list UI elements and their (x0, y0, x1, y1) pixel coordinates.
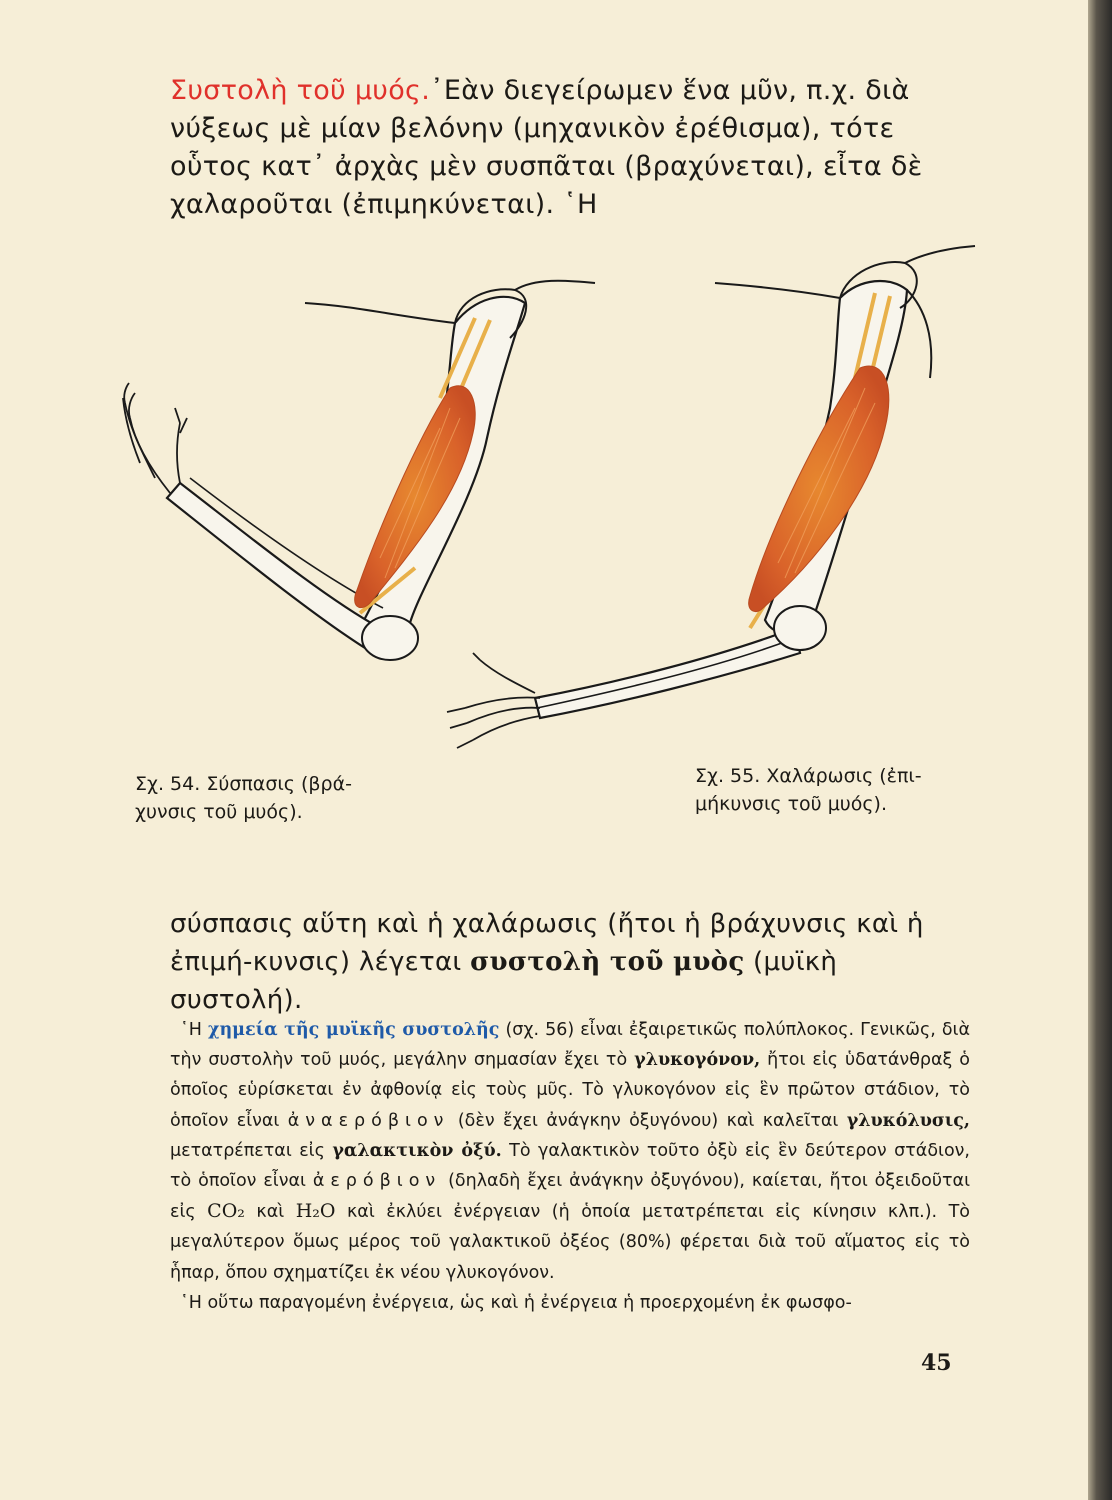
figure-54-contracted-arm (123, 281, 595, 660)
hand-bones-55 (447, 653, 540, 748)
aerobic-term: ἀερόβιον (312, 1171, 442, 1192)
text-run: καὶ ἐκλύει ἐνέργειαν (ἡ ὁποία μετατρέπεται εἰς κίνησιν κλπ.). Τὸ μεγαλύτερον ὅμως μέρος τοῦ γαλακτικοῦ ὀξέος (80%) φέρεται διὰ τοῦ αἵματος εἰς τὸ ἧπαρ, ὅπου σχηματίζει ἐκ νέου γλυκογόνον. (170, 1202, 970, 1283)
definition-term: συστολὴ τοῦ μυὸς (470, 947, 745, 977)
definition-paragraph (170, 905, 970, 1019)
section-heading: Συστολὴ τοῦ μυός. (170, 75, 431, 106)
text-run: ἤτοι εἰς ὑδατάνθραξ ὁ ὁποῖος εὑρίσκεται ἐν ἀφθονίᾳ εἰς τοὺς μῦς. Τὸ γλυκογόνον εἰς ἓν πρῶτον στάδιον, τὸ ὁποῖον εἶναι (170, 1050, 970, 1131)
elbow-joint-54 (362, 616, 418, 660)
anaerobic-term: ἀναερόβιον (287, 1110, 450, 1131)
caption-figure-55 (695, 762, 975, 818)
figure-55-relaxed-arm (447, 246, 975, 748)
text-run: ῾Η (180, 1020, 208, 1040)
forearm-bones-54 (167, 483, 380, 648)
co2-formula: CO₂ (207, 1200, 245, 1223)
caption-54-line-2: χυνσις τοῦ μυός). (135, 801, 303, 823)
text-run: (δὲν ἔχει ἀνάγκην ὀξυγόνου) καὶ καλεῖται (449, 1110, 847, 1131)
glycogen-term: γλυκογόνον, (634, 1050, 761, 1071)
text-run: μετατρέπεται εἰς (170, 1140, 333, 1161)
h2o-formula: H₂O (295, 1200, 336, 1223)
text-run: (σχ. 56) εἶναι ἐξαιρετικῶς πολύπλοκος. Γενικῶς, διὰ τὴν συστολὴν τοῦ μυός, μεγάλην σημασίαν ἔχει τὸ (170, 1020, 970, 1071)
chemistry-paragraph (170, 1015, 970, 1288)
caption-figure-54 (135, 770, 405, 826)
definition-text-1: σύσπασις αὕτη καὶ ἡ χαλάρωσις (ἤτοι ἡ βράχυνσις καὶ ἡ ἐπιμή-κυνσις) λέγεται (170, 909, 924, 977)
clavicle-54 (305, 303, 455, 323)
intro-paragraph (170, 72, 970, 224)
energy-paragraph: ῾Η οὕτω παραγομένη ἐνέργεια, ὡς καὶ ἡ ἐνέργεια ἡ προερχομένη ἐκ φωσφο- (180, 1292, 852, 1313)
elbow-joint-55 (774, 606, 826, 650)
hand-bones-54 (123, 383, 187, 493)
caption-54-line-1: Σχ. 54. Σύσπασις (βρά- (135, 773, 352, 795)
book-spine-shadow (1088, 0, 1112, 1500)
text-run: Τὸ γαλακτικὸν τοῦτο ὀξὺ εἰς ἓν δεύτερον στάδιον, τὸ ὁποῖον εἶναι (170, 1140, 970, 1192)
text-run: καὶ (244, 1202, 296, 1223)
forearm-bones-55 (535, 628, 800, 718)
lactic-acid-term: γαλακτικὸν ὀξύ. (332, 1140, 502, 1161)
chemistry-paragraphs (170, 1015, 970, 1318)
caption-55-line-2: μήκυνσις τοῦ μυός). (695, 793, 888, 815)
caption-55-line-1: Σχ. 55. Χαλάρωσις (ἐπι- (695, 765, 922, 787)
text-run: (δηλαδὴ ἔχει ἀνάγκην ὀξυγόνου), καίεται, ἤτοι ὀξειδοῦται εἰς (170, 1171, 970, 1223)
arm-muscle-figures (95, 228, 1015, 788)
intro-text: ᾽Εὰν διεγείρωμεν ἕνα μῦν, π.χ. διὰ νύξεως μὲ μίαν βελόνην (μηχανικὸν ἐρέθισμα), τότε οὗτος κατ᾽ ἀρχὰς μὲν συσπᾶται (βραχύνεται), εἶτα δὲ χαλαροῦται (ἐπιμηκύνεται). ῾Η (170, 75, 923, 220)
chemistry-term: χημεία τῆς μυϊκῆς συστολῆς (207, 1020, 500, 1040)
page-number: 45 (921, 1350, 952, 1376)
clavicle-55 (715, 283, 840, 298)
definition-text-2: (μυϊκὴ συστολή). (170, 947, 838, 1015)
glycolysis-term: γλυκόλυσις, (846, 1110, 971, 1131)
